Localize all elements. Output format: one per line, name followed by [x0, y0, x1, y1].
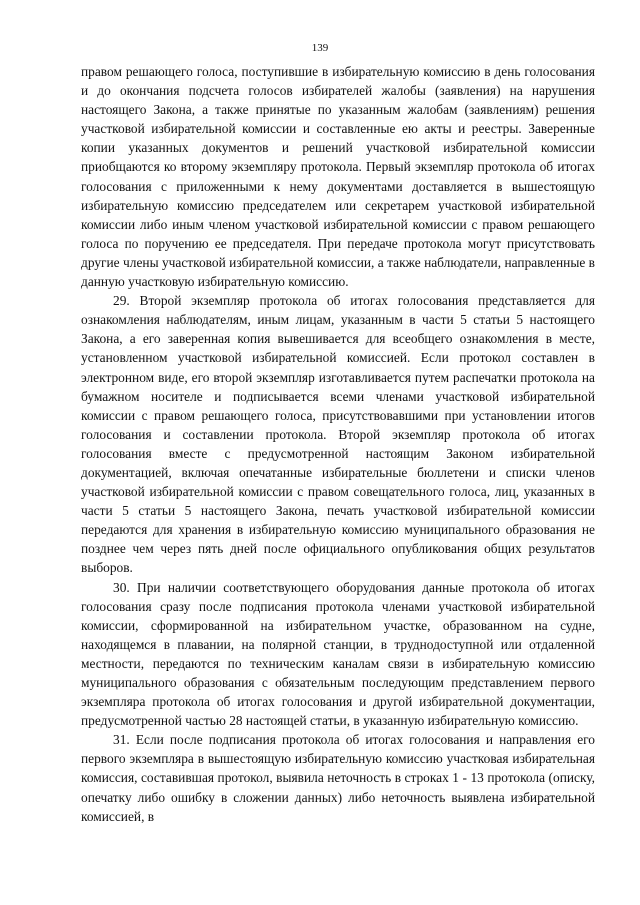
paragraph-30: 30. При наличии соответствующего оборудования данные протокола об итогах голосования сразу после подписания протокола членами участковой избирательной комиссии, сформированной на избирательном участке, образованном на судне, находящемся в плавании, на полярной станции, в труднодоступной или отдаленной местности, передаются по техническим каналам связи в избирательную комиссию муниципального образования с обязательным последующим представлением первого экземпляра протокола об итогах голосования и другой избирательной документации, предусмотренной частью 28 настоящей статьи, в указанную избирательную комиссию.	[81, 579, 595, 729]
paragraph-continuation: правом решающего голоса, поступившие в избирательную комиссию в день голосования и до окончания подсчета голосов избирателей жалобы (заявления) на нарушения настоящего Закона, а также принятые по указанным жалобам (заявлениям) решения участковой избирательной комиссии и составленные ею акты и реестры. Заверенные копии указанных документов и решений участковой избирательной комиссии приобщаются ко второму экземпляру протокола. Первый экземпляр протокола об итогах голосования с приложенными к нему документами доставляется в вышестоящую избирательную комиссию председателем или секретарем участковой избирательной комиссии либо иным членом участковой избирательной комиссии с правом решающего голоса по поручению ее председателя. При передаче протокола могут присутствовать другие члены участковой избирательной комиссии, а также наблюдатели, направленные в данную участковую избирательную комиссию.	[81, 64, 595, 290]
page-number: 139	[311, 42, 329, 54]
document-body	[81, 62, 595, 826]
paragraph-29: 29. Второй экземпляр протокола об итогах голосования представляется для ознакомления наблюдателям, иным лицам, указанным в части 5 статьи 5 настоящего Закона, а его заверенная копия вывешивается для всеобщего ознакомления в месте, установленном участковой избирательной комиссией. Если протокол составлен в электронном виде, его второй экземпляр изготавливается путем распечатки протокола на бумажном носителе и подписывается всеми членами участковой избирательной комиссии с правом решающего голоса, присутствовавшими при установлении итогов голосования и составлении протокола. Второй экземпляр протокола об итогах голосования вместе с предусмотренной настоящим Законом избирательной документацией, включая опечатанные избирательные бюллетени и списки членов участковой избирательной комиссии с правом совещательного голоса, лиц, указанных в части 5 статьи 5 настоящего Закона, печать участковой избирательной комиссии передаются для хранения в избирательную комиссию муниципального образования не позднее чем через пять дней после официального опубликования общих результатов выборов.	[81, 293, 595, 576]
paragraph-31: 31. Если после подписания протокола об итогах голосования и направления его первого экземпляра в вышестоящую избирательную комиссию участковая избирательная комиссия, составившая протокол, выявила неточность в строках 1 - 13 протокола (описку, опечатку либо ошибку в сложении данных) либо неточность выявлена избирательной комиссией, в	[81, 732, 595, 824]
